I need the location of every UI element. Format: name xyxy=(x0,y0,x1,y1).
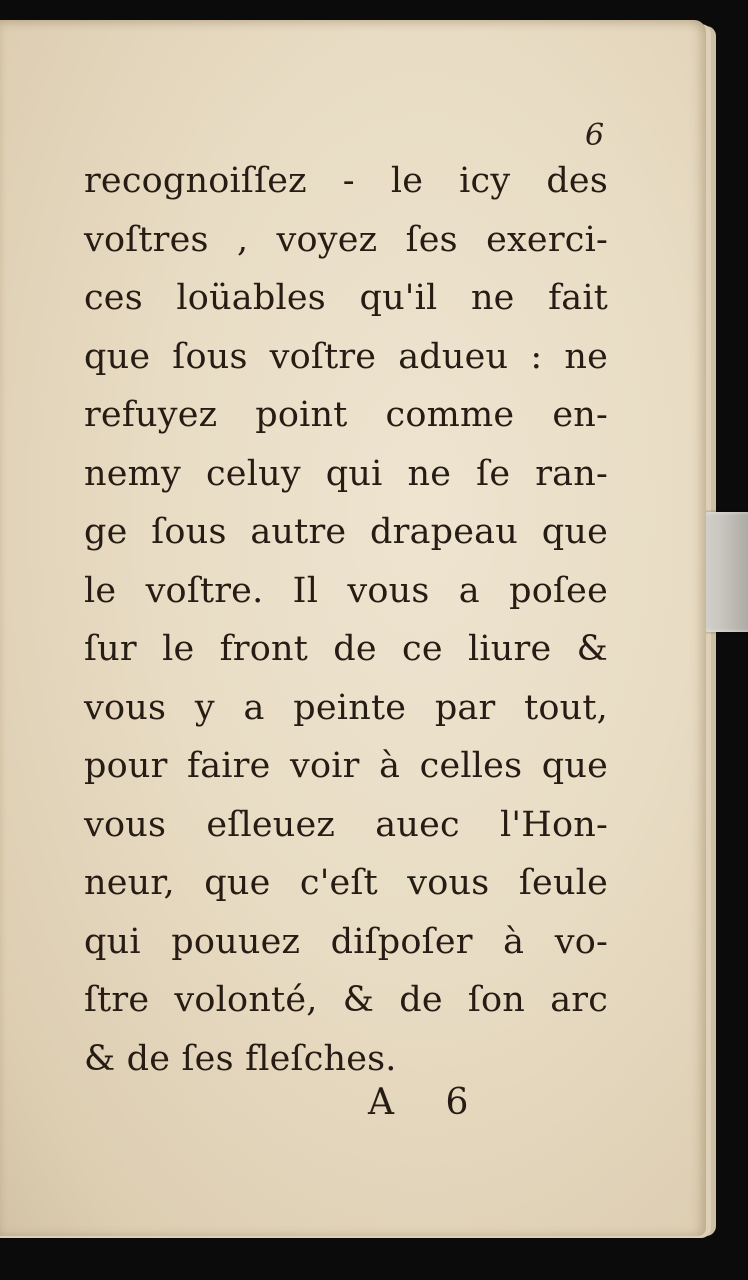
text-line: vous eſleuez auec l'Hon- xyxy=(84,804,608,845)
text-line: ſtre volonté, & de ſon arc xyxy=(84,980,608,1020)
text-line: pour faire voir à celles que xyxy=(84,746,608,786)
page-text xyxy=(84,152,608,1088)
text-line: qui pouuez diſpoſer à vo- xyxy=(84,921,608,962)
text-line: voſtres , voyez ſes exerci- xyxy=(84,219,608,260)
text-line: & de ſes fleſches. xyxy=(84,1038,397,1079)
text-line: que ſous voſtre adueu : ne xyxy=(84,336,608,377)
text-line: ge ſous autre drapeau que xyxy=(84,512,608,552)
text-line: refuyez point comme en- xyxy=(84,395,608,435)
text-line: recognoiſſez - le icy des xyxy=(84,161,608,201)
text-line: nemy celuy qui ne ſe ran- xyxy=(84,453,608,494)
text-line: ces loüables qu'il ne fait xyxy=(84,278,608,318)
text-line: le voſtre. Il vous a poſee xyxy=(84,570,608,611)
text-line: ſur le front de ce liure & xyxy=(84,629,608,669)
text-line: neur, que c'eſt vous ſeule xyxy=(84,863,608,903)
text-line: vous y a peinte par tout, xyxy=(84,687,608,728)
signature-mark: A 6 xyxy=(368,1082,469,1123)
page-number: 6 xyxy=(585,118,605,153)
